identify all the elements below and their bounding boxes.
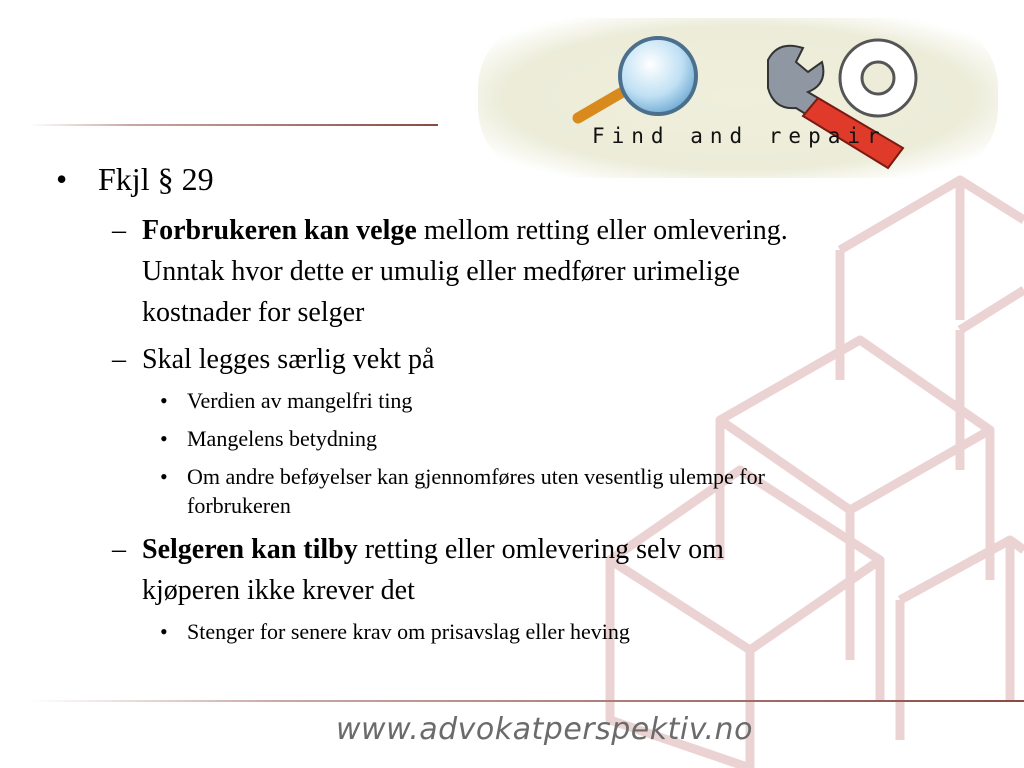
bullet-level3: [142, 424, 816, 453]
bullet-marker: •: [160, 464, 168, 489]
bottom-divider-line: [30, 700, 1024, 702]
bold-phrase: Selgeren kan tilby: [142, 534, 358, 565]
find-and-repair-logo: [478, 18, 998, 178]
bullet-level3: [142, 386, 816, 415]
bullet-text: Fkjl § 29: [98, 161, 214, 197]
slide-body: [56, 160, 816, 655]
footer-url: www.advokatperspektiv.no: [336, 712, 753, 747]
logo-caption: Find and repair: [592, 124, 887, 148]
dash-marker: –: [112, 215, 126, 246]
bullet-text: Skal legges særlig vekt på: [142, 344, 435, 375]
bullet-text: mellom retting eller omlevering. Unntak hvor dette er umulig eller medfører urimelige kostnader for selger: [142, 215, 788, 328]
bullet-text: Mangelens betydning: [187, 426, 378, 451]
bullet-text: Verdien av mangelfri ting: [187, 388, 413, 413]
dash-marker: –: [112, 534, 126, 565]
bold-phrase: Forbrukeren kan velge: [142, 215, 417, 246]
gear-icon: [840, 40, 916, 116]
bullet-marker: •: [56, 161, 68, 197]
bullet-marker: •: [160, 426, 168, 451]
bullet-marker: •: [160, 388, 168, 413]
bullet-level1: [56, 160, 816, 198]
bullet-text: retting eller omlevering selv om kjøperen ikke krever det: [142, 534, 724, 606]
bullet-marker: •: [160, 619, 168, 644]
bullet-text: Stenger for senere krav om prisavslag eller heving: [187, 619, 630, 644]
bullet-level2: [98, 339, 816, 380]
bullet-level3: [142, 617, 816, 646]
bullet-level2: [98, 210, 816, 333]
top-divider-line: [28, 124, 438, 126]
bullet-level3: [142, 462, 816, 520]
bullet-text: Om andre beføyelser kan gjennomføres uten vesentlig ulempe for forbrukeren: [187, 464, 765, 518]
bullet-level2: [98, 529, 816, 611]
dash-marker: –: [112, 344, 126, 375]
